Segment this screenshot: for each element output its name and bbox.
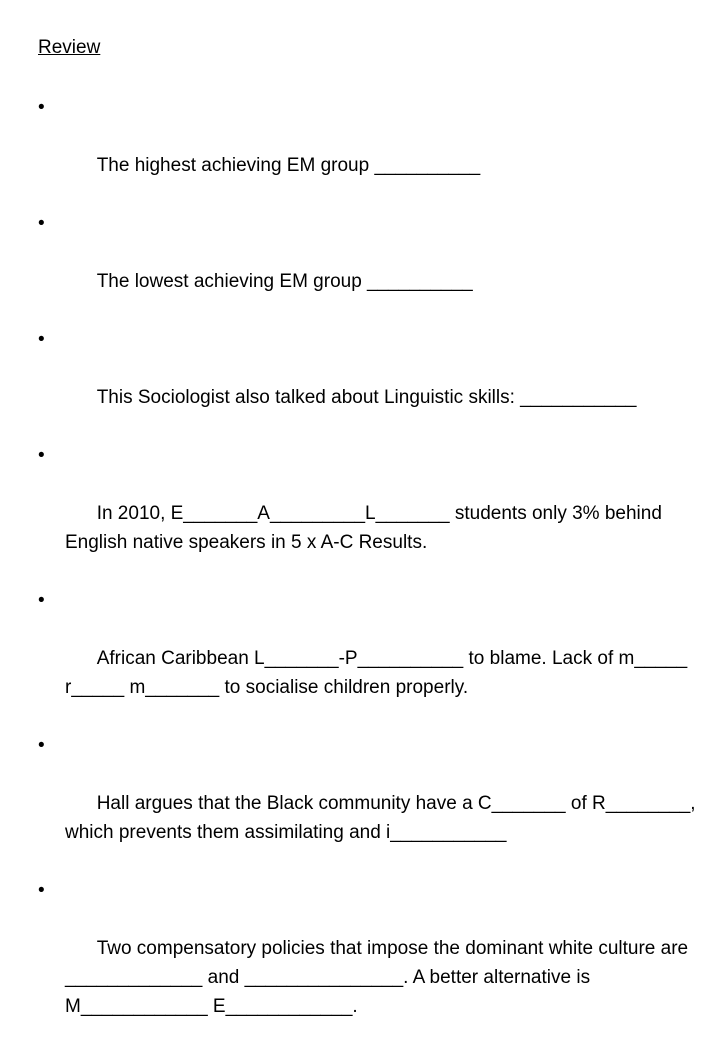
bullet-dot-icon: • [38,735,45,756]
bullet-text: Hall argues that the Black community have a C_______ of R________, which prevents them assimilating and i___________ [65,793,701,843]
bullet-text: African Caribbean L_______-P__________ to blame. Lack of m_____ r_____ m_______ to socialise children properly. [65,648,693,698]
bullet-text: This Sociologist also talked about Linguistic skills: ___________ [96,387,637,408]
bullet-item [0,209,720,325]
bullet-item [0,441,720,586]
bullet-text: In 2010, E_______A_________L_______ students only 3% behind English native speakers in 5 x A-C Results. [65,503,668,553]
bullet-dot-icon: • [38,590,45,611]
bullet-item [0,731,720,876]
bullet-dot-icon: • [38,97,45,118]
bullet-dot-icon: • [38,880,45,901]
bullet-list [0,93,720,1050]
bullet-dot-icon: • [38,213,45,234]
bullet-text: The highest achieving EM group __________ [96,155,481,176]
bullet-item [0,325,720,441]
bullet-item [0,876,720,1050]
bullet-dot-icon: • [38,445,45,466]
bullet-item [0,93,720,209]
bullet-text: Two compensatory policies that impose the dominant white culture are _____________ and _______________. A better alternative is M____________ E____________. [65,938,694,1017]
bullet-text: The lowest achieving EM group __________ [96,271,473,292]
bullet-item [0,586,720,731]
bullet-dot-icon: • [38,329,45,350]
slide-title: Review [38,37,101,58]
